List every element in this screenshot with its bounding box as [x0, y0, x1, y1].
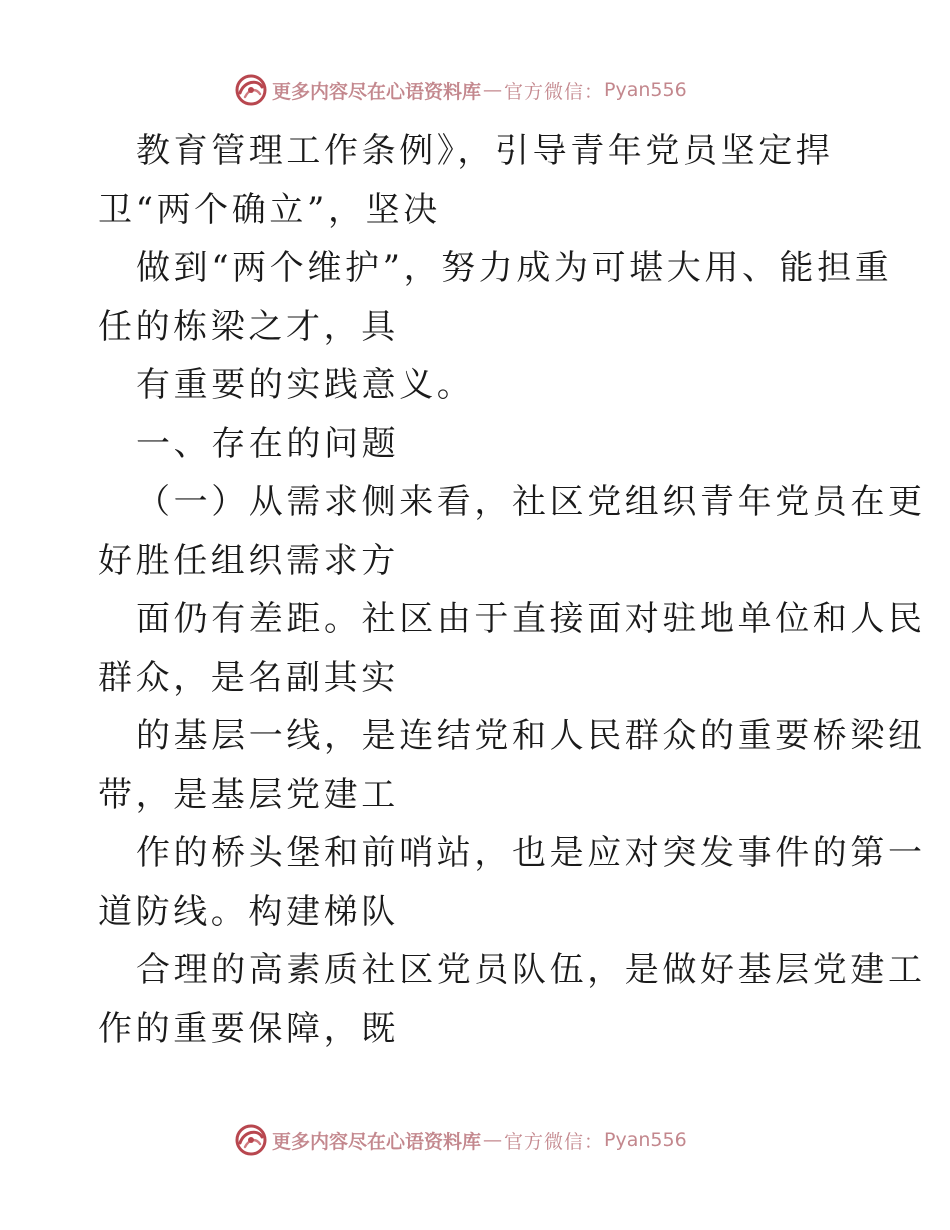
watermark-wechat-label: 官方微信： — [504, 80, 605, 103]
body-text-line: （一）从需求侧来看，社区党组织青年党员在更 — [136, 482, 926, 522]
body-text-line: 卫“两个确立”，坚决 — [98, 189, 441, 230]
watermark-wechat-id: Pyan556 — [604, 79, 687, 101]
red-swirl-logo-icon — [234, 1123, 268, 1157]
watermark-site-text: 更多内容尽在心语资料库 — [272, 1130, 482, 1153]
watermark-dash: — — [483, 79, 503, 101]
body-text-line: 好胜任组织需求方 — [98, 540, 399, 581]
watermark-site-text: 更多内容尽在心语资料库 — [272, 80, 482, 103]
body-text-line: 有重要的实践意义。 — [136, 365, 475, 405]
document-body — [98, 122, 926, 1058]
body-text-line: 群众，是名副其实 — [98, 657, 399, 698]
body-text-line: 任的栋梁之才，具 — [98, 306, 399, 347]
watermark-dash: — — [483, 1129, 503, 1151]
body-text-line: 做到“两个维护”，努力成为可堪大用、能担重 — [136, 248, 893, 288]
body-text-line: 一、存在的问题 — [136, 423, 400, 464]
body-text-line: 面仍有差距。社区由于直接面对驻地单位和人民 — [136, 599, 926, 639]
body-text-line: 作的桥头堡和前哨站，也是应对突发事件的第一 — [136, 833, 926, 873]
watermark-wechat-id: Pyan556 — [604, 1129, 687, 1151]
body-text-line: 带，是基层党建工 — [98, 774, 399, 815]
watermark-wechat-label: 官方微信： — [504, 1130, 605, 1153]
body-text-line: 合理的高素质社区党员队伍，是做好基层党建工 — [136, 950, 926, 990]
red-swirl-logo-icon — [234, 73, 268, 107]
header-watermark — [234, 72, 687, 108]
body-text-line: 作的重要保障，既 — [98, 1008, 399, 1049]
body-text-line: 教育管理工作条例》，引导青年党员坚定捍 — [136, 131, 834, 171]
footer-watermark — [234, 1122, 687, 1158]
body-text-line: 的基层一线，是连结党和人民群众的重要桥梁纽 — [136, 716, 926, 756]
body-text-line: 道防线。构建梯队 — [98, 891, 399, 932]
